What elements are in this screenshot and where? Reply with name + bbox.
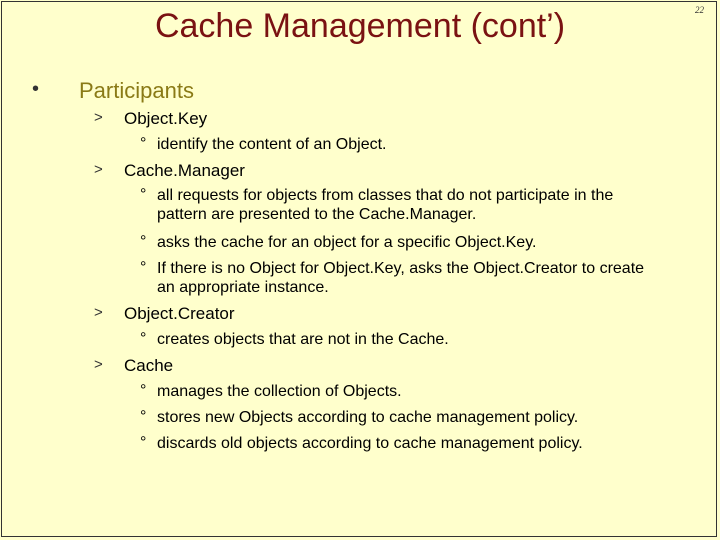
- bullet-participants: [2, 78, 718, 104]
- participant-object-key: [2, 109, 718, 129]
- degree-marker-icon: °: [140, 434, 147, 451]
- slide: [1, 1, 717, 537]
- participant-item-text: manages the collection of Objects.: [157, 383, 402, 400]
- degree-marker-icon: °: [140, 135, 147, 152]
- participant-name: Cache: [124, 356, 174, 375]
- degree-marker-icon: °: [140, 330, 147, 347]
- participant-item-text: stores new Objects according to cache management policy.: [157, 409, 579, 426]
- participant-cache-manager: [2, 161, 718, 181]
- participant-name: Object.Creator: [124, 304, 235, 323]
- degree-marker-icon: °: [140, 233, 147, 250]
- participant-cache: [2, 356, 718, 376]
- bullet-icon: •: [32, 78, 40, 100]
- degree-marker-icon: °: [140, 186, 147, 203]
- degree-marker-icon: °: [140, 382, 147, 399]
- participant-item-text: If there is no Object for Object.Key, asks the Object.Creator to create an appropriate instance.: [157, 260, 645, 296]
- participant-item-text: discards old objects according to cache management policy.: [157, 435, 583, 452]
- arrow-marker-icon: >: [94, 356, 103, 373]
- slide-title: Cache Management (cont’): [154, 7, 566, 45]
- participant-object-creator: [2, 304, 718, 324]
- participant-item-text: asks the cache for an object for a specific Object.Key.: [157, 234, 537, 251]
- participant-item-text: creates objects that are not in the Cache.: [157, 331, 449, 348]
- arrow-marker-icon: >: [94, 304, 103, 321]
- arrow-marker-icon: >: [94, 109, 103, 126]
- degree-marker-icon: °: [140, 259, 147, 276]
- participant-item-text: identify the content of an Object.: [157, 136, 387, 153]
- degree-marker-icon: °: [140, 408, 147, 425]
- page-number: 22: [695, 5, 704, 15]
- arrow-marker-icon: >: [94, 161, 103, 178]
- participant-item-text: all requests for objects from classes that do not participate in the pattern are presented to the Cache.Manager.: [157, 187, 614, 223]
- participant-name: Object.Key: [124, 109, 208, 128]
- participants-heading: Participants: [79, 78, 194, 103]
- participant-name: Cache.Manager: [124, 161, 245, 180]
